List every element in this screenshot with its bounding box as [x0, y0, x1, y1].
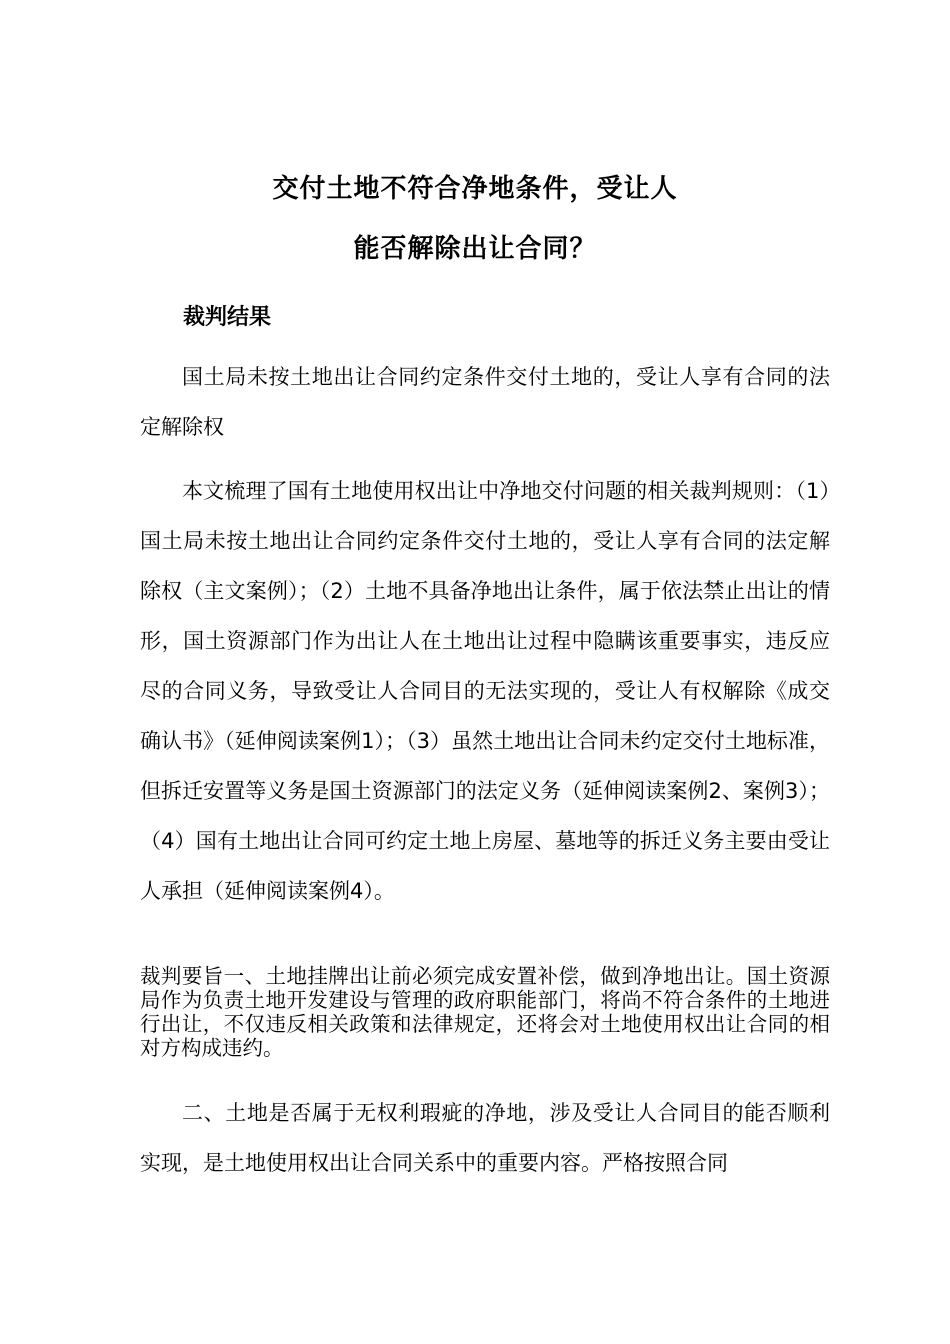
section-heading: 裁判结果: [183, 305, 272, 330]
document-title-line1: 交付土地不符合净地条件，受让人: [272, 174, 678, 204]
paragraph-rules-summary: 本文梳理了国有土地使用权出让中净地交付问题的相关裁判规则：（1）国土局未按土地出让合同约定条件交付土地的，受让人享有合同的法定解除权（主文案例）；（2）土地不具备净地出让条件，属于依法禁止出让的情形，国土资源部门作为出让人在土地出让过程中隐瞒该重要事实，违反应尽的合同义务，导致受让人合同目的无法实现的，受让人有权解除《成交确认书》（延伸阅读案例1）；（3）虽然土地出让合同未约定交付土地标准，但拆迁安置等义务是国土资源部门的法定义务（延伸阅读案例2、案例3）；（4）国有土地出让合同可约定土地上房屋、墓地等的拆迁义务主要由受让人承担（延伸阅读案例4）。: [140, 479, 830, 903]
document-title-line2: 能否解除出让合同？: [353, 234, 597, 264]
paragraph-holding-two: 二、土地是否属于无权利瑕疵的净地，涉及受让人合同目的能否顺利实现，是土地使用权出让合同关系中的重要内容。严格按照合同: [140, 1101, 830, 1175]
paragraph-holding-one: 裁判要旨一、土地挂牌出让前必须完成安置补偿，做到净地出让。国土资源局作为负责土地开发建设与管理的政府职能部门，将尚不符合条件的土地进行出让，不仅违反相关政策和法律规定，还将会对土地使用权出让合同的相对方构成违约。: [140, 964, 830, 1060]
paragraph-result: 国土局未按土地出让合同约定条件交付土地的，受让人享有合同的法定解除权: [140, 365, 830, 439]
